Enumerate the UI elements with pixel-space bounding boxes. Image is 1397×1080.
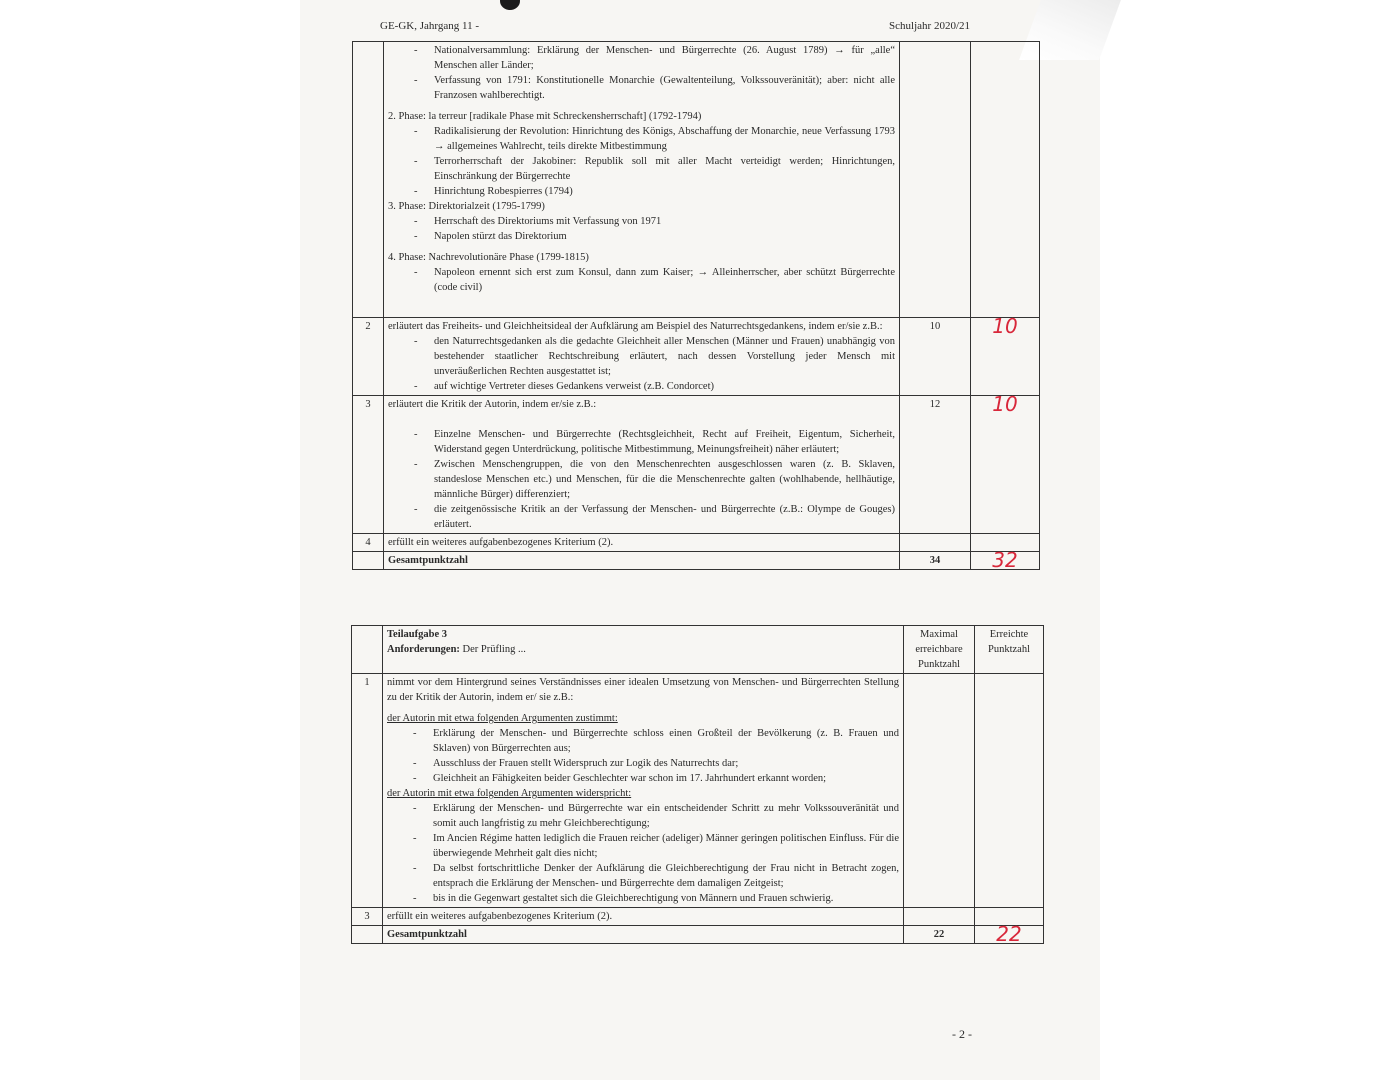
phase-2-title: 2. Phase: la terreur [radikale Phase mit Schreckensherrschaft] (1792-1794) [388, 111, 702, 122]
grading-table-task-3 [351, 625, 1044, 944]
total-row [352, 926, 1044, 944]
table-row [353, 318, 1040, 396]
disagree-heading: der Autorin mit etwa folgenden Argumenten widerspricht: [387, 788, 632, 799]
requirements-text: Der Prüfling ... [462, 644, 526, 655]
column-achieved-points: Erreichte Punktzahl [975, 626, 1044, 674]
grading-table-task-2 [352, 41, 1040, 570]
criterion-text: erfüllt ein weiteres aufgabenbezogenes Kriterium (2). [384, 534, 900, 552]
criterion-text: nimmt vor dem Hintergrund seines Verständnisses einer idealen Umsetzung von Menschen- und Bürgerrechten Stellung zu der Kritik der Autorin, indem er/ sie z.B.: [387, 677, 899, 703]
intro-bullets [388, 43, 895, 103]
phase-3-title: 3. Phase: Direktorialzeit (1795-1799) [388, 201, 545, 212]
list-item: - die zeitgenössische Kritik an der Verfassung der Menschen- und Bürgerrechte (z.B.: Olympe de Gouges) erläutert. [434, 502, 895, 532]
list-item: - Ausschluss der Frauen stellt Widerspruch zur Logik des Naturrechts dar; [433, 756, 899, 771]
list-item: - Radikalisierung der Revolution: Hinrichtung des Königs, Abschaffung der Monarchie, neue Verfassung 1793 → allgemeines Wahlrecht, teils direkte Mitbestimmung [434, 124, 895, 154]
list-item: - Verfassung von 1791: Konstitutionelle Monarchie (Gewaltenteilung, Volkssouveränität); aber: nicht alle Franzosen wahlberechtigt. [434, 73, 895, 103]
criterion-text: erfüllt ein weiteres aufgabenbezogenes Kriterium (2). [383, 908, 904, 926]
list-item: - Napoleon ernennt sich erst zum Konsul, dann zum Kaiser; → Alleinherrscher, aber schützt Bürgerrechte (code civil) [434, 265, 895, 295]
page-number: - 2 - [952, 1027, 972, 1041]
total-max-points: 34 [900, 552, 971, 570]
table-row [353, 534, 1040, 552]
list-item: - Im Ancien Régime hatten lediglich die Frauen reicher (adeliger) Männer geringen politischen Einfluss. Für die überwiegende Mehrheit galt dies nicht; [433, 831, 899, 861]
list-item: - Herrschaft des Direktoriums mit Verfassung von 1971 [434, 214, 895, 229]
list-item: - Erklärung der Menschen- und Bürgerrechte war ein entscheidender Schritt zu mehr Volkssouveränität und somit auch langfristig zu mehr Gleichberechtigung; [433, 801, 899, 831]
list-item: - Hinrichtung Robespierres (1794) [434, 184, 895, 199]
criterion-number: 3 [352, 908, 383, 926]
table-row [352, 674, 1044, 908]
achieved-points: 10 [971, 318, 1040, 396]
total-achieved-points: 22 [975, 926, 1044, 944]
header-school-year: Schuljahr 2020/21 [889, 20, 970, 32]
max-points: 12 [900, 396, 971, 534]
list-item: - Zwischen Menschengruppen, die von den Menschenrechten ausgeschlossen waren (z. B. Sklaven, standeslose Menschen etc.) und Menschen, für die die Menschenrechte galten (wohlhabende, hellhäutige, männliche Bürger) differenziert; [434, 457, 895, 502]
total-label: Gesamtpunktzahl [383, 926, 904, 944]
criterion-text: erläutert das Freiheits- und Gleichheitsideal der Aufklärung am Beispiel des Naturrechtsgedankens, indem er/sie z.B.: [388, 321, 883, 332]
agree-heading: der Autorin mit etwa folgenden Argumenten zustimmt: [387, 713, 618, 724]
criterion-text: erläutert die Kritik der Autorin, indem er/sie z.B.: [388, 399, 597, 410]
total-achieved-points: 32 [971, 552, 1040, 570]
task-title: Teilaufgabe 3 [387, 629, 447, 640]
max-points: 10 [900, 318, 971, 396]
table-row [352, 908, 1044, 926]
list-item: - Einzelne Menschen- und Bürgerrechte (Rechtsgleichheit, Recht auf Freiheit, Eigentum, Sicherheit, Widerstand gegen Unterdrückung, politische Mitbestimmung, Meinungsfreiheit) näher erläutert; [434, 427, 895, 457]
page-header [380, 20, 970, 32]
total-max-points: 22 [904, 926, 975, 944]
list-item: - bis in die Gegenwart gestaltet sich die Gleichberechtigung von Männern und Frauen schwierig. [433, 891, 899, 906]
list-item: - Erklärung der Menschen- und Bürgerrechte schloss einen Großteil der Bevölkerung (z. B. Frauen und Sklaven) von Bürgerrechten aus; [433, 726, 899, 756]
total-row [353, 552, 1040, 570]
table-header-row [352, 626, 1044, 674]
list-item: - Napolen stürzt das Direktorium [434, 229, 895, 244]
phase-overview-cell [384, 42, 900, 318]
list-item: - auf wichtige Vertreter dieses Gedankens verweist (z.B. Condorcet) [434, 379, 895, 394]
list-item: - Da selbst fortschrittliche Denker der Aufklärung die Gleichberechtigung der Frau nicht in Betracht zogen, entsprach die Erklärung der Menschen- und Bürgerrechte dem damaligen Zeitgeist; [433, 861, 899, 891]
criterion-number: 2 [353, 318, 384, 396]
column-max-points: Maximal erreichbare Punktzahl [904, 626, 975, 674]
achieved-points: 10 [971, 396, 1040, 534]
phase-4-title: 4. Phase: Nachrevolutionäre Phase (1799-1815) [388, 252, 589, 263]
table-row [353, 396, 1040, 534]
requirements-label: Anforderungen: [387, 644, 460, 655]
list-item: - Nationalversammlung: Erklärung der Menschen- und Bürgerrechte (26. August 1789) → für „alle“ Menschen aller Länder; [434, 43, 895, 73]
list-item: - den Naturrechtsgedanken als die gedachte Gleichheit aller Menschen (Männer und Frauen) unabhängig von bestehender staatlicher Rechtschreibung erläutert, nach dessen Vorstellung jeder Mensch mit unveräußerlichen Rechten ausgestattet ist; [434, 334, 895, 379]
criterion-number: 1 [352, 674, 383, 908]
criterion-number: 4 [353, 534, 384, 552]
list-item: - Terrorherrschaft der Jakobiner: Republik soll mit aller Macht verteidigt werden; Hinrichtungen, Einschränkung der Bürgerrechte [434, 154, 895, 184]
table-row [353, 42, 1040, 318]
list-item: - Gleichheit an Fähigkeiten beider Geschlechter war schon im 17. Jahrhundert erkannt worden; [433, 771, 899, 786]
criterion-number: 3 [353, 396, 384, 534]
total-label: Gesamtpunktzahl [384, 552, 900, 570]
header-course: GE-GK, Jahrgang 11 - [380, 20, 479, 32]
